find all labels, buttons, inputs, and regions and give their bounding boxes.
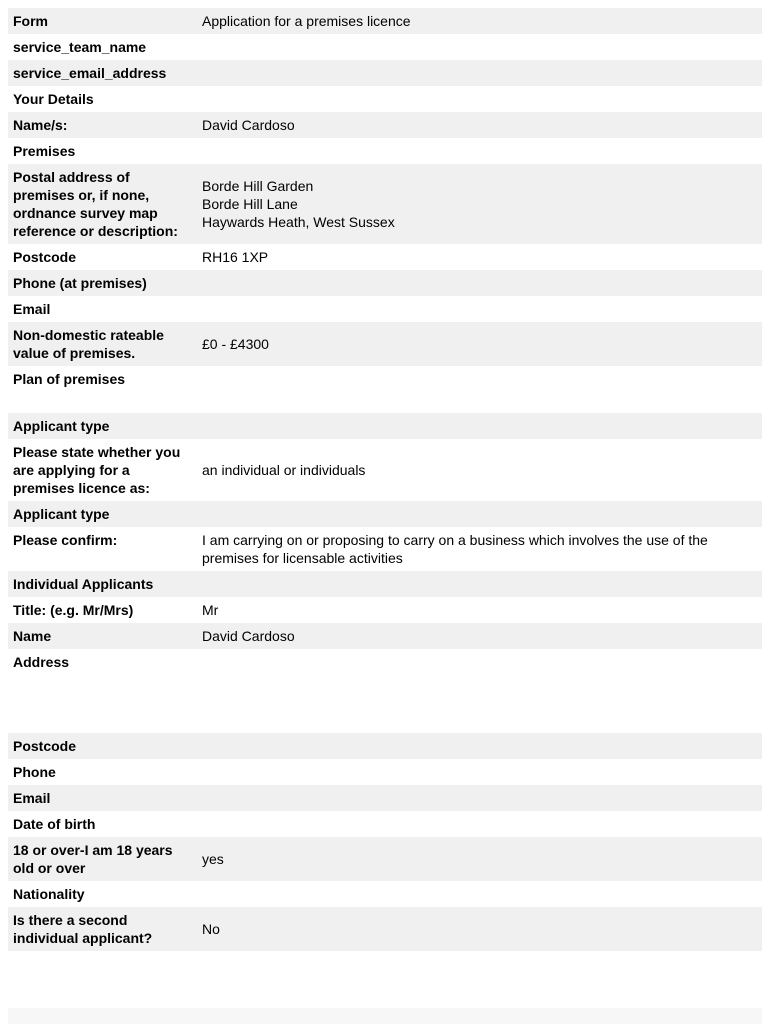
address-line: Borde Hill Garden — [202, 178, 314, 194]
field-value — [197, 837, 762, 881]
table-row — [8, 270, 762, 296]
section-heading: Your Details — [13, 91, 94, 107]
field-label: service_team_name — [13, 39, 147, 55]
field-label: Date of birth — [13, 816, 96, 832]
table-row — [8, 881, 762, 907]
field-label: Name/s: — [13, 117, 68, 133]
table-row — [8, 413, 762, 439]
table-row — [8, 60, 762, 86]
field-label: Name — [13, 628, 52, 644]
field-value — [197, 138, 762, 164]
field-value — [197, 501, 762, 527]
value-line: Mr — [202, 602, 219, 618]
table-row — [8, 571, 762, 597]
field-value — [197, 366, 762, 413]
table-row — [8, 811, 762, 837]
field-label: Phone — [13, 764, 56, 780]
table-row — [8, 164, 762, 244]
field-value — [197, 164, 762, 244]
table-row — [8, 34, 762, 60]
field-value — [197, 413, 762, 439]
field-label: Title: (e.g. Mr/Mrs) — [13, 602, 134, 618]
field-value — [197, 270, 762, 296]
field-value — [197, 759, 762, 785]
field-value — [197, 439, 762, 501]
field-label: Please state whether you are applying for a premises licence as: — [13, 444, 181, 496]
field-label: Postal address of premises or, if none, ordnance survey map reference or description: — [13, 169, 178, 239]
value-line: David Cardoso — [202, 117, 295, 133]
field-value — [197, 785, 762, 811]
field-value — [197, 907, 762, 951]
value-line: No — [202, 921, 220, 937]
address-line: Borde Hill Lane — [202, 196, 298, 212]
table-row — [8, 296, 762, 322]
value-line: Application for a premises licence — [202, 13, 411, 29]
section-heading: Premises — [13, 143, 76, 159]
table-row — [8, 112, 762, 138]
table-row — [8, 649, 762, 733]
address-line: Haywards Heath, West Sussex — [202, 214, 395, 230]
field-label: 18 or over-I am 18 years old or over — [13, 842, 173, 876]
table-row — [8, 86, 762, 112]
field-value — [197, 112, 762, 138]
field-value — [197, 881, 762, 907]
application-summary-table — [8, 8, 762, 951]
table-row — [8, 733, 762, 759]
field-value — [197, 597, 762, 623]
table-row — [8, 623, 762, 649]
table-row — [8, 785, 762, 811]
field-label: Please confirm: — [13, 532, 118, 548]
field-value — [197, 296, 762, 322]
table-bottom-edge — [8, 1008, 762, 1024]
field-value — [197, 527, 762, 571]
table-row — [8, 907, 762, 951]
field-label: Nationality — [13, 886, 85, 902]
field-value — [197, 60, 762, 86]
field-value — [197, 649, 762, 733]
field-label: Phone (at premises) — [13, 275, 147, 291]
value-line: an individual or individuals — [202, 462, 366, 478]
section-heading: Applicant type — [13, 418, 110, 434]
field-value — [197, 86, 762, 112]
field-value — [197, 571, 762, 597]
table-row — [8, 759, 762, 785]
field-value — [197, 8, 762, 34]
section-heading: Applicant type — [13, 506, 110, 522]
value-line: I am carrying on or proposing to carry on a business which involves the use of the premises for licensable activities — [202, 532, 708, 566]
field-label: Postcode — [13, 738, 77, 754]
value-line: David Cardoso — [202, 628, 295, 644]
table-row — [8, 8, 762, 34]
value-line: yes — [202, 851, 224, 867]
table-row — [8, 501, 762, 527]
field-value — [197, 322, 762, 366]
value-line: RH16 1XP — [202, 249, 269, 265]
field-value — [197, 623, 762, 649]
field-value — [197, 733, 762, 759]
field-label: Form — [13, 13, 48, 29]
field-label: Postcode — [13, 249, 77, 265]
table-row — [8, 597, 762, 623]
field-value — [197, 811, 762, 837]
field-value — [197, 34, 762, 60]
table-row — [8, 244, 762, 270]
field-value — [197, 244, 762, 270]
table-row — [8, 527, 762, 571]
field-label: Is there a second individual applicant? — [13, 912, 153, 946]
table-row — [8, 366, 762, 413]
field-label: Plan of premises — [13, 371, 126, 387]
table-row — [8, 138, 762, 164]
section-heading: Individual Applicants — [13, 576, 154, 592]
field-label: Email — [13, 790, 51, 806]
table-row — [8, 837, 762, 881]
field-label: Non-domestic rateable value of premises. — [13, 327, 164, 361]
field-label: Address — [13, 654, 70, 670]
field-label: Email — [13, 301, 51, 317]
field-label: service_email_address — [13, 65, 167, 81]
table-row — [8, 322, 762, 366]
table-row — [8, 439, 762, 501]
value-line: £0 - £4300 — [202, 336, 269, 352]
